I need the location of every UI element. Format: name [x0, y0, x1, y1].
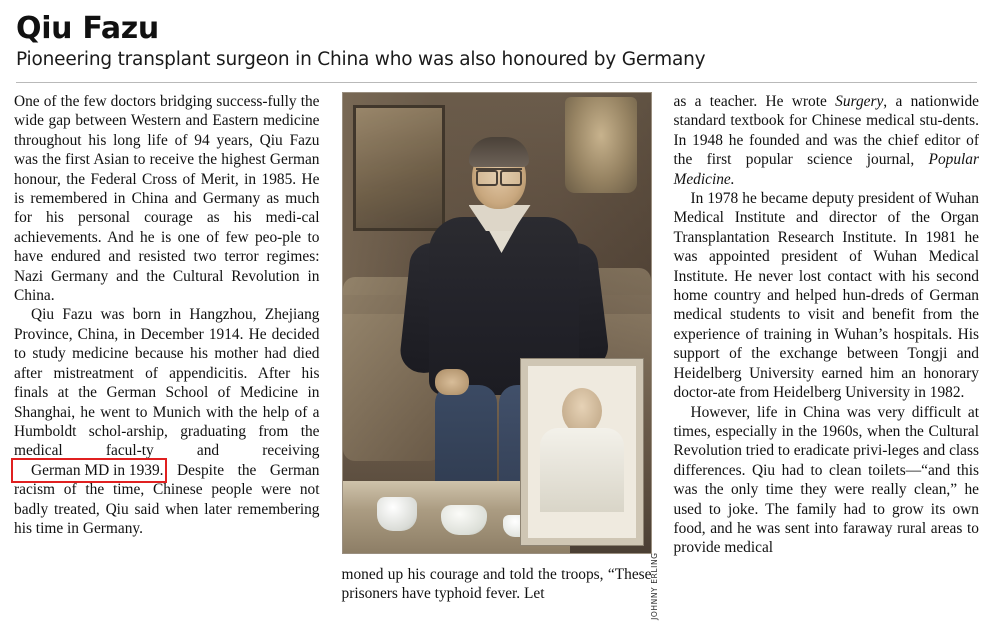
glasses-icon: [476, 168, 522, 183]
framed-portrait-body: [540, 428, 624, 512]
photo-wall-art: [353, 105, 445, 231]
paragraph: One of the few doctors bridging success-fully the wide gap between Western and Eastern medicine throughout his long life of 94 years, Qiu Fazu was the first Asian to receive the highest German honour, the Federal Cross of Merit, in 1985. He is remembered in China and Germany as much for his personal courage as his medi-cal achievements. And he is one of few peo-ple to have endured and resisted two terror regimes: Nazi Germany and the Cultural Revolution in China.: [14, 93, 320, 305]
photo-credit: JOHNNY ERLING: [650, 552, 660, 620]
paragraph: moned up his courage and told the troops, “These prisoners have typhoid fever. Let: [341, 566, 652, 603]
page-title: Qiu Fazu: [16, 11, 159, 46]
article-standfirst: Pioneering transplant surgeon in China who was also honoured by Germany: [16, 49, 706, 70]
paragraph: However, life in China was very difficult at times, especially in the 1960s, when the Cultural Revolution tried to eradicate privi-leges and class differences. Qiu had to clean toilets—“and this was the only time they were really clean,” he used to joke. The family had to grow its own food, and he was sent into faraway rural areas to provide medical: [673, 403, 979, 557]
paragraph-text-part: Despite the German racism of the time, Chinese people were not badly treated, Qiu said when later remembering his time in Germany.: [14, 461, 320, 537]
book-title: Surgery: [835, 93, 884, 110]
photo-teapot: [441, 505, 487, 535]
paragraph-text: as a teacher. He wrote: [673, 93, 836, 110]
column-center: [341, 92, 660, 620]
paragraph: In 1978 he became deputy president of Wuhan Medical Institute and director of the Organ Transplantation Research Institute. In 1981 he was appointed president of Wuhan Medical Institute. He never lost contact with his second home country and helped hun-dreds of German medical students to visit and benefit from the experience of training in Wuhan’s hospitals. His support of the exchange between Tongji and Heidelberg University earned him an honorary doctor-ate from Heidelberg University in 1982.: [673, 190, 979, 402]
photo-lamp: [565, 97, 637, 193]
article-columns: [14, 92, 979, 620]
paragraph: [14, 305, 320, 538]
paragraph-text-part: Qiu Fazu was born in Hangzhou, Zhejiang Province, China, in December 1914. He decided to study medicine because his mother had died after mistreatment of appendicitis. After his finals at the German School of Medicine in Shanghai, he went to Munich with the help of a Humboldt schol-arship, graduating from the medical facul-ty and receiving: [14, 306, 320, 460]
photo-subject-hand-left: [435, 369, 469, 395]
paragraph: [674, 92, 980, 189]
column-center-text: [342, 565, 652, 604]
article-photo: [342, 92, 652, 554]
header-divider: [16, 82, 977, 83]
journal-title: Popular Medicine.: [673, 151, 979, 188]
highlighted-phrase: [14, 461, 164, 480]
photo-framed-portrait: [521, 359, 643, 545]
paragraph-text: , a nationwide standard textbook for Chinese medical stu-dents. In 1948 he founded and was the chief editor of the first popular science journal,: [673, 93, 979, 169]
column-left: [14, 92, 320, 604]
photo-subject-hair: [469, 137, 529, 167]
column-right: [674, 92, 980, 604]
highlighted-text: German MD in 1939.: [31, 461, 164, 479]
photo-teacup: [377, 497, 417, 531]
